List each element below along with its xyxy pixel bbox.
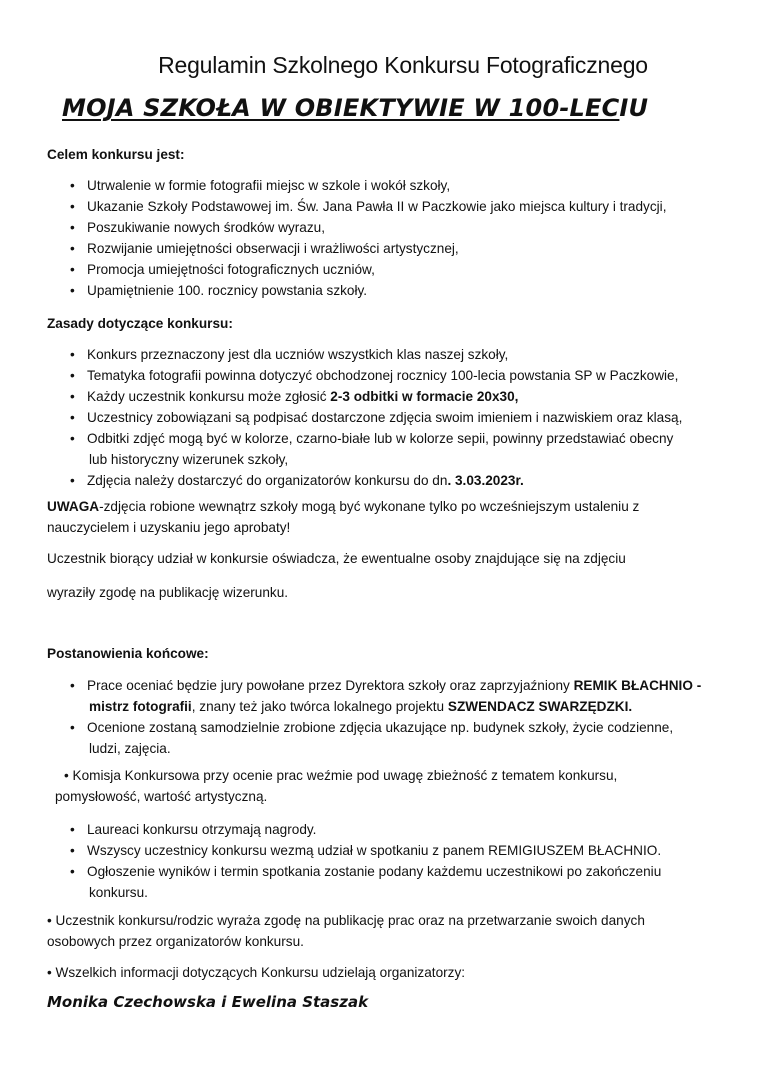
list-item-text: , znany też jako twórca lokalnego projektu bbox=[191, 699, 448, 714]
list-item-text: ludzi, zajęcia. bbox=[89, 741, 171, 756]
list-item bbox=[70, 428, 682, 470]
list-item-text: lub historyczny wizerunek szkoły, bbox=[89, 452, 289, 467]
contest-name-underlined: MOJA SZKOŁA W OBIEKTYWIE W 100-LEC bbox=[62, 94, 620, 122]
list-item: • Poszukiwanie nowych środków wyrazu, bbox=[70, 217, 666, 238]
final-provisions-list-2 bbox=[70, 819, 661, 903]
info-paragraph: • Wszelkich informacji dotyczących Konkursu udzielają organizatorzy: bbox=[47, 965, 466, 980]
final-provisions-list bbox=[70, 675, 701, 759]
deadline-emphasis: . 3.03.2023r. bbox=[447, 473, 524, 488]
rules-list bbox=[70, 344, 682, 491]
contest-name bbox=[62, 94, 648, 122]
contest-name-rest: IU bbox=[619, 94, 649, 122]
list-item-text: • Ogłoszenie wyników i termin spotkania zostanie podany każdemu uczestnikowi po zakończeniu bbox=[87, 864, 662, 879]
section-heading-final: Postanowienia końcowe: bbox=[47, 646, 209, 661]
consent-line-1: Uczestnik biorący udział w konkursie oświadcza, że ewentualne osoby znajdujące się na zdjęciu bbox=[47, 551, 626, 566]
list-item bbox=[70, 717, 701, 759]
list-item-text: konkursu. bbox=[89, 885, 148, 900]
warning-label: UWAGA bbox=[47, 499, 100, 514]
jury-name-emphasis: REMIK BŁACHNIO - bbox=[573, 678, 702, 693]
list-item: • Utrwalenie w formie fotografii miejsc w szkole i wokół szkoły, bbox=[70, 175, 666, 196]
list-item-text: • Odbitki zdjęć mogą być w kolorze, czarno-białe lub w kolorze sepii, powinny przedstawiać obecny bbox=[87, 431, 674, 446]
list-item bbox=[70, 386, 682, 407]
list-item: • Promocja umiejętności fotograficznych uczniów, bbox=[70, 259, 666, 280]
list-item-text bbox=[87, 675, 701, 696]
list-item-text: Prace oceniać będzie jury powołane przez Dyrektora szkoły oraz zaprzyjaźniony bbox=[87, 678, 574, 693]
warning-text: -zdjęcia robione wewnątrz szkoły mogą być wykonane tylko po wcześniejszym ustaleniu z bbox=[99, 499, 640, 514]
list-item: • Upamiętnienie 100. rocznicy powstania szkoły. bbox=[70, 280, 666, 301]
publication-consent-paragraph bbox=[47, 910, 727, 952]
photo-format-emphasis: 2-3 odbitki w formacie 20x30, bbox=[330, 389, 519, 404]
list-item-text bbox=[87, 696, 701, 717]
list-item-text: • Ocenione zostaną samodzielnie zrobione zdjęcia ukazujące np. budynek szkoły, życie codzienne, bbox=[87, 720, 674, 735]
list-item: • Rozwijanie umiejętności obserwacji i wrażliwości artystycznej, bbox=[70, 238, 666, 259]
list-item: • Ukazanie Szkoły Podstawowej im. Św. Jana Pawła II w Paczkowie jako miejsca kultury i tradycji, bbox=[70, 196, 666, 217]
document-title: Regulamin Szkolnego Konkursu Fotograficznego bbox=[158, 52, 648, 78]
commission-paragraph bbox=[55, 765, 744, 807]
list-item: • Tematyka fotografii powinna dotyczyć obchodzonej rocznicy 100-lecia powstania SP w Paczkowie, bbox=[70, 365, 682, 386]
publication-consent-text: • Uczestnik konkursu/rodzic wyraża zgodę na publikację prac oraz na przetwarzanie swoich danych bbox=[47, 913, 645, 928]
list-item: • Wszyscy uczestnicy konkursu wezmą udział w spotkaniu z panem REMIGIUSZEM BŁACHNIO. bbox=[70, 840, 661, 861]
warning-paragraph bbox=[47, 496, 727, 538]
list-item-text: Zdjęcia należy dostarczyć do organizatorów konkursu do dn bbox=[87, 473, 448, 488]
section-heading-goals: Celem konkursu jest: bbox=[47, 147, 185, 162]
warning-text: nauczycielem i uzyskaniu jego aprobaty! bbox=[47, 520, 291, 535]
organizers-names: Monika Czechowska i Ewelina Staszak bbox=[47, 993, 369, 1011]
jury-title-emphasis: mistrz fotografii bbox=[89, 699, 192, 714]
consent-line-2: wyraziły zgodę na publikację wizerunku. bbox=[47, 585, 289, 600]
list-item: • Konkurs przeznaczony jest dla uczniów wszystkich klas naszej szkoły, bbox=[70, 344, 682, 365]
commission-text: • Komisja Konkursowa przy ocenie prac weźmie pod uwagę zbieżność z tematem konkursu, bbox=[64, 768, 618, 783]
commission-text: pomysłowość, wartość artystyczną. bbox=[55, 789, 268, 804]
project-name-emphasis: SZWENDACZ SWARZĘDZKI. bbox=[447, 699, 633, 714]
list-item: • Uczestnicy zobowiązani są podpisać dostarczone zdjęcia swoim imieniem i nazwiskiem oraz klasą, bbox=[70, 407, 682, 428]
list-item bbox=[70, 675, 701, 717]
list-item: • Laureaci konkursu otrzymają nagrody. bbox=[70, 819, 661, 840]
list-item-text: Każdy uczestnik konkursu może zgłosić bbox=[87, 389, 331, 404]
section-heading-rules: Zasady dotyczące konkursu: bbox=[47, 316, 233, 331]
goals-list bbox=[70, 175, 666, 301]
list-item bbox=[70, 470, 682, 491]
publication-consent-text: osobowych przez organizatorów konkursu. bbox=[47, 934, 304, 949]
list-item bbox=[70, 861, 661, 903]
